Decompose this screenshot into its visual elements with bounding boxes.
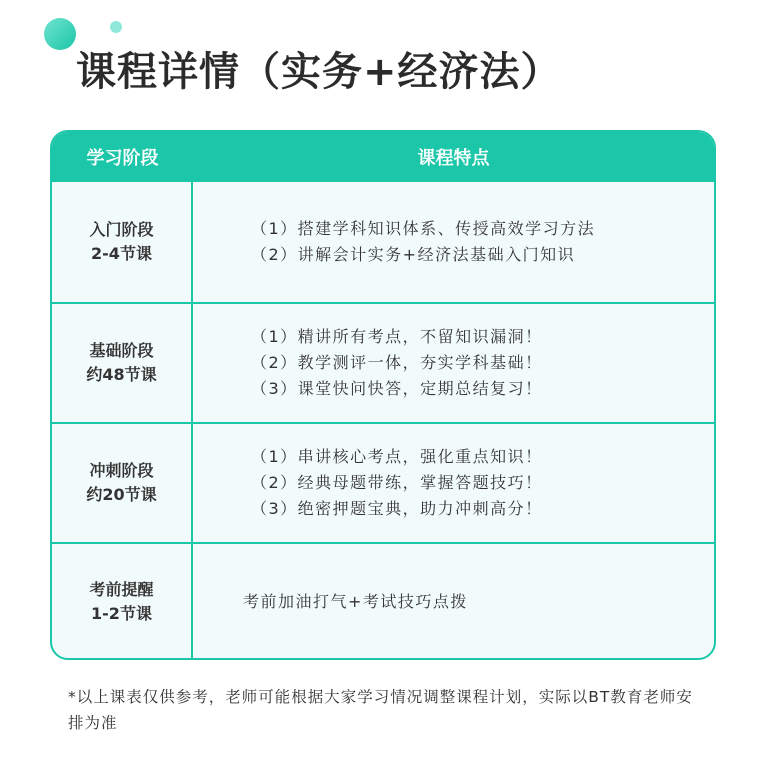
table-row (52, 182, 714, 302)
course-table (50, 130, 716, 660)
stage-cell (52, 182, 193, 302)
table-row (52, 542, 714, 660)
stage-cell (52, 304, 193, 422)
feature-item: （1）搭建学科知识体系、传授高效学习方法 (251, 219, 596, 238)
header-features: 课程特点 (417, 148, 490, 169)
feature-item: （3）课堂快问快答，定期总结复习！ (251, 379, 543, 398)
stage-name: 冲刺阶段 (89, 461, 154, 480)
features-cell (193, 424, 714, 542)
features-cell (193, 304, 714, 422)
feature-item: 考前加油打气+考试技巧点拨 (243, 592, 468, 611)
stage-lessons: 约20节课 (86, 485, 157, 504)
feature-item: （2）经典母题带练，掌握答题技巧！ (251, 473, 543, 492)
table-row (52, 302, 714, 422)
stage-name: 考前提醒 (89, 580, 154, 599)
header-stage: 学习阶段 (86, 148, 159, 169)
stage-name: 基础阶段 (89, 341, 154, 360)
stage-lessons: 约48节课 (86, 365, 157, 384)
stage-lessons: 2-4节课 (91, 244, 152, 263)
feature-item: （3）绝密押题宝典，助力冲刺高分！ (251, 499, 543, 518)
feature-item: （2）教学测评一体，夯实学科基础！ (251, 353, 543, 372)
stage-cell (52, 544, 193, 660)
decor-dot-small (110, 21, 122, 33)
table-header (52, 132, 714, 182)
feature-item: （2）讲解会计实务+经济法基础入门知识 (251, 245, 576, 264)
features-cell (193, 544, 714, 660)
features-cell (193, 182, 714, 302)
table-row (52, 422, 714, 542)
stage-name: 入门阶段 (89, 220, 154, 239)
stage-cell (52, 424, 193, 542)
feature-item: （1）精讲所有考点，不留知识漏洞！ (251, 327, 543, 346)
stage-lessons: 1-2节课 (91, 604, 152, 623)
page-title: 课程详情（实务+经济法） (76, 49, 562, 95)
footnote: *以上课表仅供参考，老师可能根据大家学习情况调整课程计划，实际以BT教育老师安排为准 (68, 688, 693, 732)
feature-item: （1）串讲核心考点，强化重点知识！ (251, 447, 543, 466)
decor-dot-large (44, 18, 76, 50)
